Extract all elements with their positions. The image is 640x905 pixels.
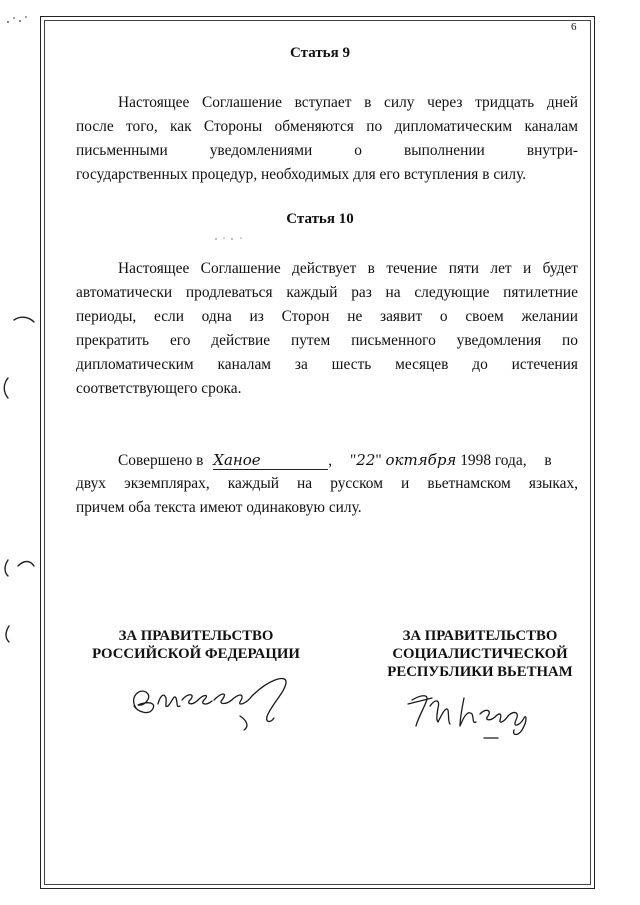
article-10-line: прекратить его действие путем письменного уведомления по: [76, 332, 578, 349]
city-field: Ханое: [213, 452, 328, 470]
article-9-line: Настоящее Соглашение вступает в силу через тридцать дней: [118, 94, 578, 111]
signature-heading-line: ЗА ПРАВИТЕЛЬСТВО: [118, 628, 274, 644]
comma: ,: [328, 452, 333, 469]
signature-block-russia: [76, 627, 316, 663]
scan-dust: [212, 236, 252, 242]
scan-margin-marks: [0, 0, 40, 905]
article-10-line: автоматически продлеваться каждый раз на следующие пятилетние: [76, 284, 578, 301]
signature-heading-line: РОССИЙСКОЙ ФЕДЕРАЦИИ: [92, 646, 300, 662]
date-year: 1998 года,: [460, 452, 527, 469]
signature-heading-line: СОЦИАЛИСТИЧЕСКОЙ: [392, 646, 568, 662]
signature-russia-handwritten: [118, 668, 303, 740]
date-day: 22: [356, 451, 376, 469]
page-number: 6: [571, 21, 577, 33]
article-10-line: Настоящее Соглашение действует в течение пяти лет и будет: [118, 260, 578, 277]
article-9-line: после того, как Стороны обменяются по дипломатическим каналам: [76, 118, 578, 135]
in-word: в: [544, 452, 552, 469]
closing-line-3: причем оба текста имеют одинаковую силу.: [76, 499, 362, 516]
article-10-text: [76, 257, 578, 401]
closing-line-1: [76, 448, 578, 472]
article-10-line: периоды, если одна из Сторон не заявит о своем желании: [76, 308, 578, 325]
article-10-heading: Статья 10: [286, 211, 354, 227]
signature-heading-line: ЗА ПРАВИТЕЛЬСТВО: [402, 628, 558, 644]
article-9-line: государственных процедур, необходимых для его вступления в силу.: [76, 166, 527, 183]
article-9-line: письменными уведомлениями о выполнении внутри-: [76, 142, 578, 159]
article-10-line: дипломатическим каналам за шесть месяцев до истечения: [76, 356, 578, 373]
date-open-quote: ": [349, 452, 357, 469]
signature-heading-line: РЕСПУБЛИКИ ВЬЕТНАМ: [387, 664, 573, 680]
date-close-quote: ": [375, 452, 382, 469]
done-prefix: Совершено в: [118, 452, 204, 469]
closing-line-2: двух экземплярах, каждый на русском и вьетнамском языках,: [76, 475, 578, 492]
date-month: октября: [385, 451, 457, 469]
article-9-heading: Статья 9: [290, 45, 350, 61]
signature-vietnam-handwritten: [402, 684, 538, 746]
article-10-line: соответствующего срока.: [76, 380, 242, 397]
article-9-text: [76, 91, 578, 187]
closing-paragraph: [76, 448, 578, 520]
signature-block-vietnam: [360, 627, 600, 681]
